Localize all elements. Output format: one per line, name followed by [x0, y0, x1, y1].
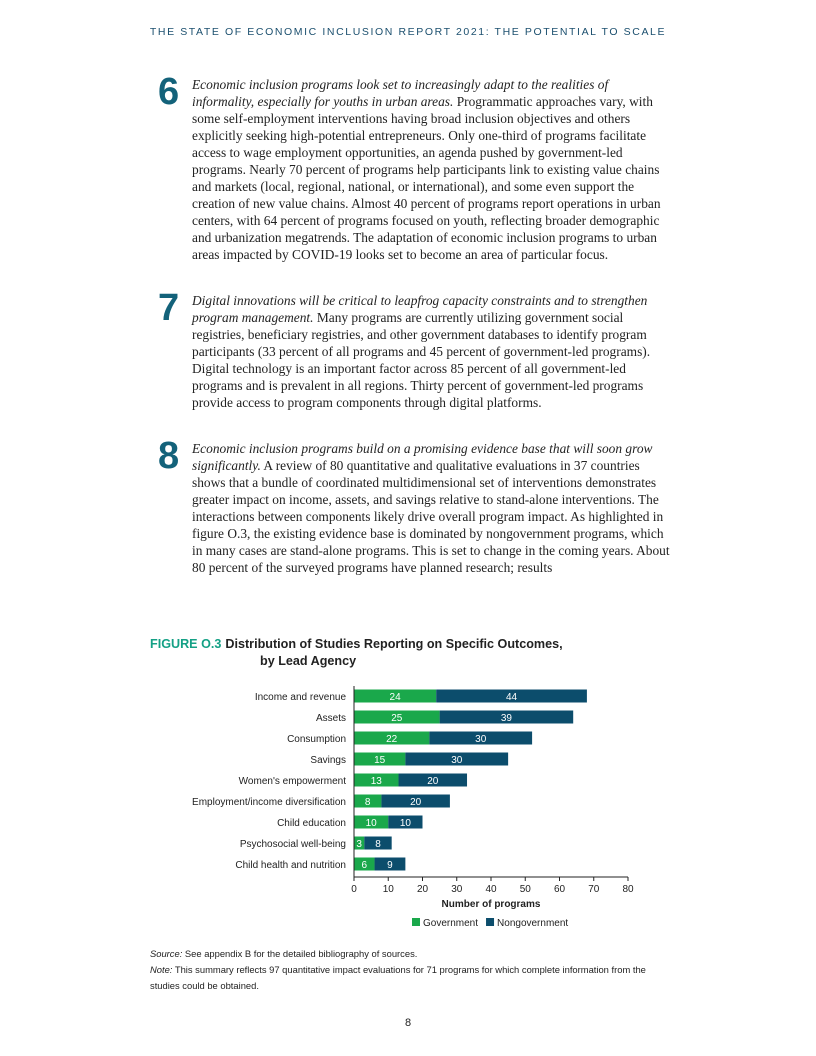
data-label: 30 [475, 734, 487, 745]
category-label: Child education [277, 818, 346, 829]
x-tick-label: 60 [553, 884, 566, 895]
data-label: 44 [505, 692, 518, 703]
data-label: 8 [375, 839, 381, 850]
legend-swatch [412, 918, 420, 926]
key-finding-6 [150, 71, 670, 276]
finding-number: 6 [158, 71, 180, 113]
data-label: 10 [399, 818, 411, 829]
category-label: Consumption [287, 734, 346, 745]
category-label: Savings [310, 755, 346, 766]
data-label: 10 [365, 818, 377, 829]
legend-label: Government [423, 918, 479, 929]
x-tick-label: 40 [485, 884, 497, 895]
key-finding-8 [150, 435, 670, 589]
category-label: Child health and nutrition [235, 860, 346, 871]
finding-text: Digital innovations will be critical to leapfrog capacity constraints and to strengthen program management. Many programs are currently utilizing government social registries, beneficiary registries, and other government databases to identify program participants (33 percent of all programs and 45 percent of government-led programs). Digital technology is an important factor across 85 percent of all government-led programs and is prevalent in all regions. Thirty percent of government-led programs provide access to program components through digital platforms. [192, 293, 651, 410]
data-label: 3 [356, 839, 362, 850]
x-axis-title: Number of programs [441, 899, 541, 910]
legend-swatch [486, 918, 494, 926]
finding-text: Economic inclusion programs look set to increasingly adapt to the realities of informality, especially for youths in urban areas. Programmatic approaches vary, with some self-employment interventions having broad inclusion objectives and others explicitly seeking high-potential entrepreneurs. Only one-third of programs facilitate access to wage employment opportunities, an agenda pushed by government-led programs. Nearly 70 percent of programs help participants link to existing value chains and markets (local, regional, national, or international), and some even support the creation of new value chains. Almost 40 percent of programs report operations in urban centers, with 64 percent of programs focused on youth, reflecting broader demographic and urbanization megatrends. The adaptation of economic inclusion programs to urban areas impacted by COVID-19 looks set to become an area of particular focus. [192, 77, 661, 262]
data-label: 22 [386, 734, 398, 745]
data-label: 15 [374, 755, 386, 766]
x-tick-label: 10 [382, 884, 394, 895]
category-label: Income and revenue [254, 692, 346, 703]
data-label: 20 [427, 776, 439, 787]
data-label: 13 [370, 776, 382, 787]
x-tick-label: 20 [416, 884, 429, 895]
data-label: 6 [361, 860, 368, 871]
data-label: 24 [389, 692, 401, 703]
x-tick-label: 30 [451, 884, 463, 895]
data-label: 30 [451, 755, 463, 766]
legend-label: Nongovernment [497, 918, 569, 929]
source-note: Source: See appendix B for the detailed bibliography of sources. [150, 948, 418, 959]
key-finding-7 [150, 287, 670, 424]
data-label: 39 [500, 713, 512, 724]
finding-number: 7 [158, 287, 180, 329]
page-number: 8 [404, 1017, 412, 1029]
note-text: Note: This summary reflects 97 quantitative impact evaluations for 71 programs for which complete information from the studies could be obtained. [150, 964, 646, 991]
data-label: 25 [391, 713, 403, 724]
category-label: Assets [315, 713, 346, 724]
data-label: 9 [387, 860, 393, 871]
running-head: THE STATE OF ECONOMIC INCLUSION REPORT 2021: THE POTENTIAL TO SCALE [149, 26, 667, 38]
category-label: Employment/income diversification [192, 797, 346, 808]
x-tick-label: 70 [588, 884, 600, 895]
finding-number: 8 [158, 435, 180, 477]
category-label: Women's empowerment [238, 776, 346, 787]
figure-label: FIGURE O.3 [150, 637, 222, 651]
data-label: 8 [364, 797, 371, 808]
finding-text: Economic inclusion programs build on a promising evidence base that will soon grow significantly. A review of 80 quantitative and qualitative evaluations in 37 countries shows that a bundle of coordinated multidimensional set of interventions demonstrates greater impact on income, assets, and savings relative to stand-alone interventions. The interactions between components likely drive overall program impact. As highlighted in figure O.3, the existing evidence base is dominated by nongovernment programs, which in many cases are stand-alone programs. This is set to change in the coming years. About 80 percent of the surveyed programs have planned research; results [192, 441, 670, 575]
data-label: 20 [410, 797, 422, 808]
x-tick-label: 80 [622, 884, 634, 895]
category-label: Psychosocial well-being [239, 839, 346, 850]
stacked-bar-chart [150, 680, 670, 930]
x-tick-label: 0 [351, 884, 357, 895]
figure-notes [150, 946, 670, 994]
figure-title: FIGURE O.3 Distribution of Studies Reporting on Specific Outcomes, by Lead Agency [150, 637, 563, 668]
x-tick-label: 50 [519, 884, 531, 895]
